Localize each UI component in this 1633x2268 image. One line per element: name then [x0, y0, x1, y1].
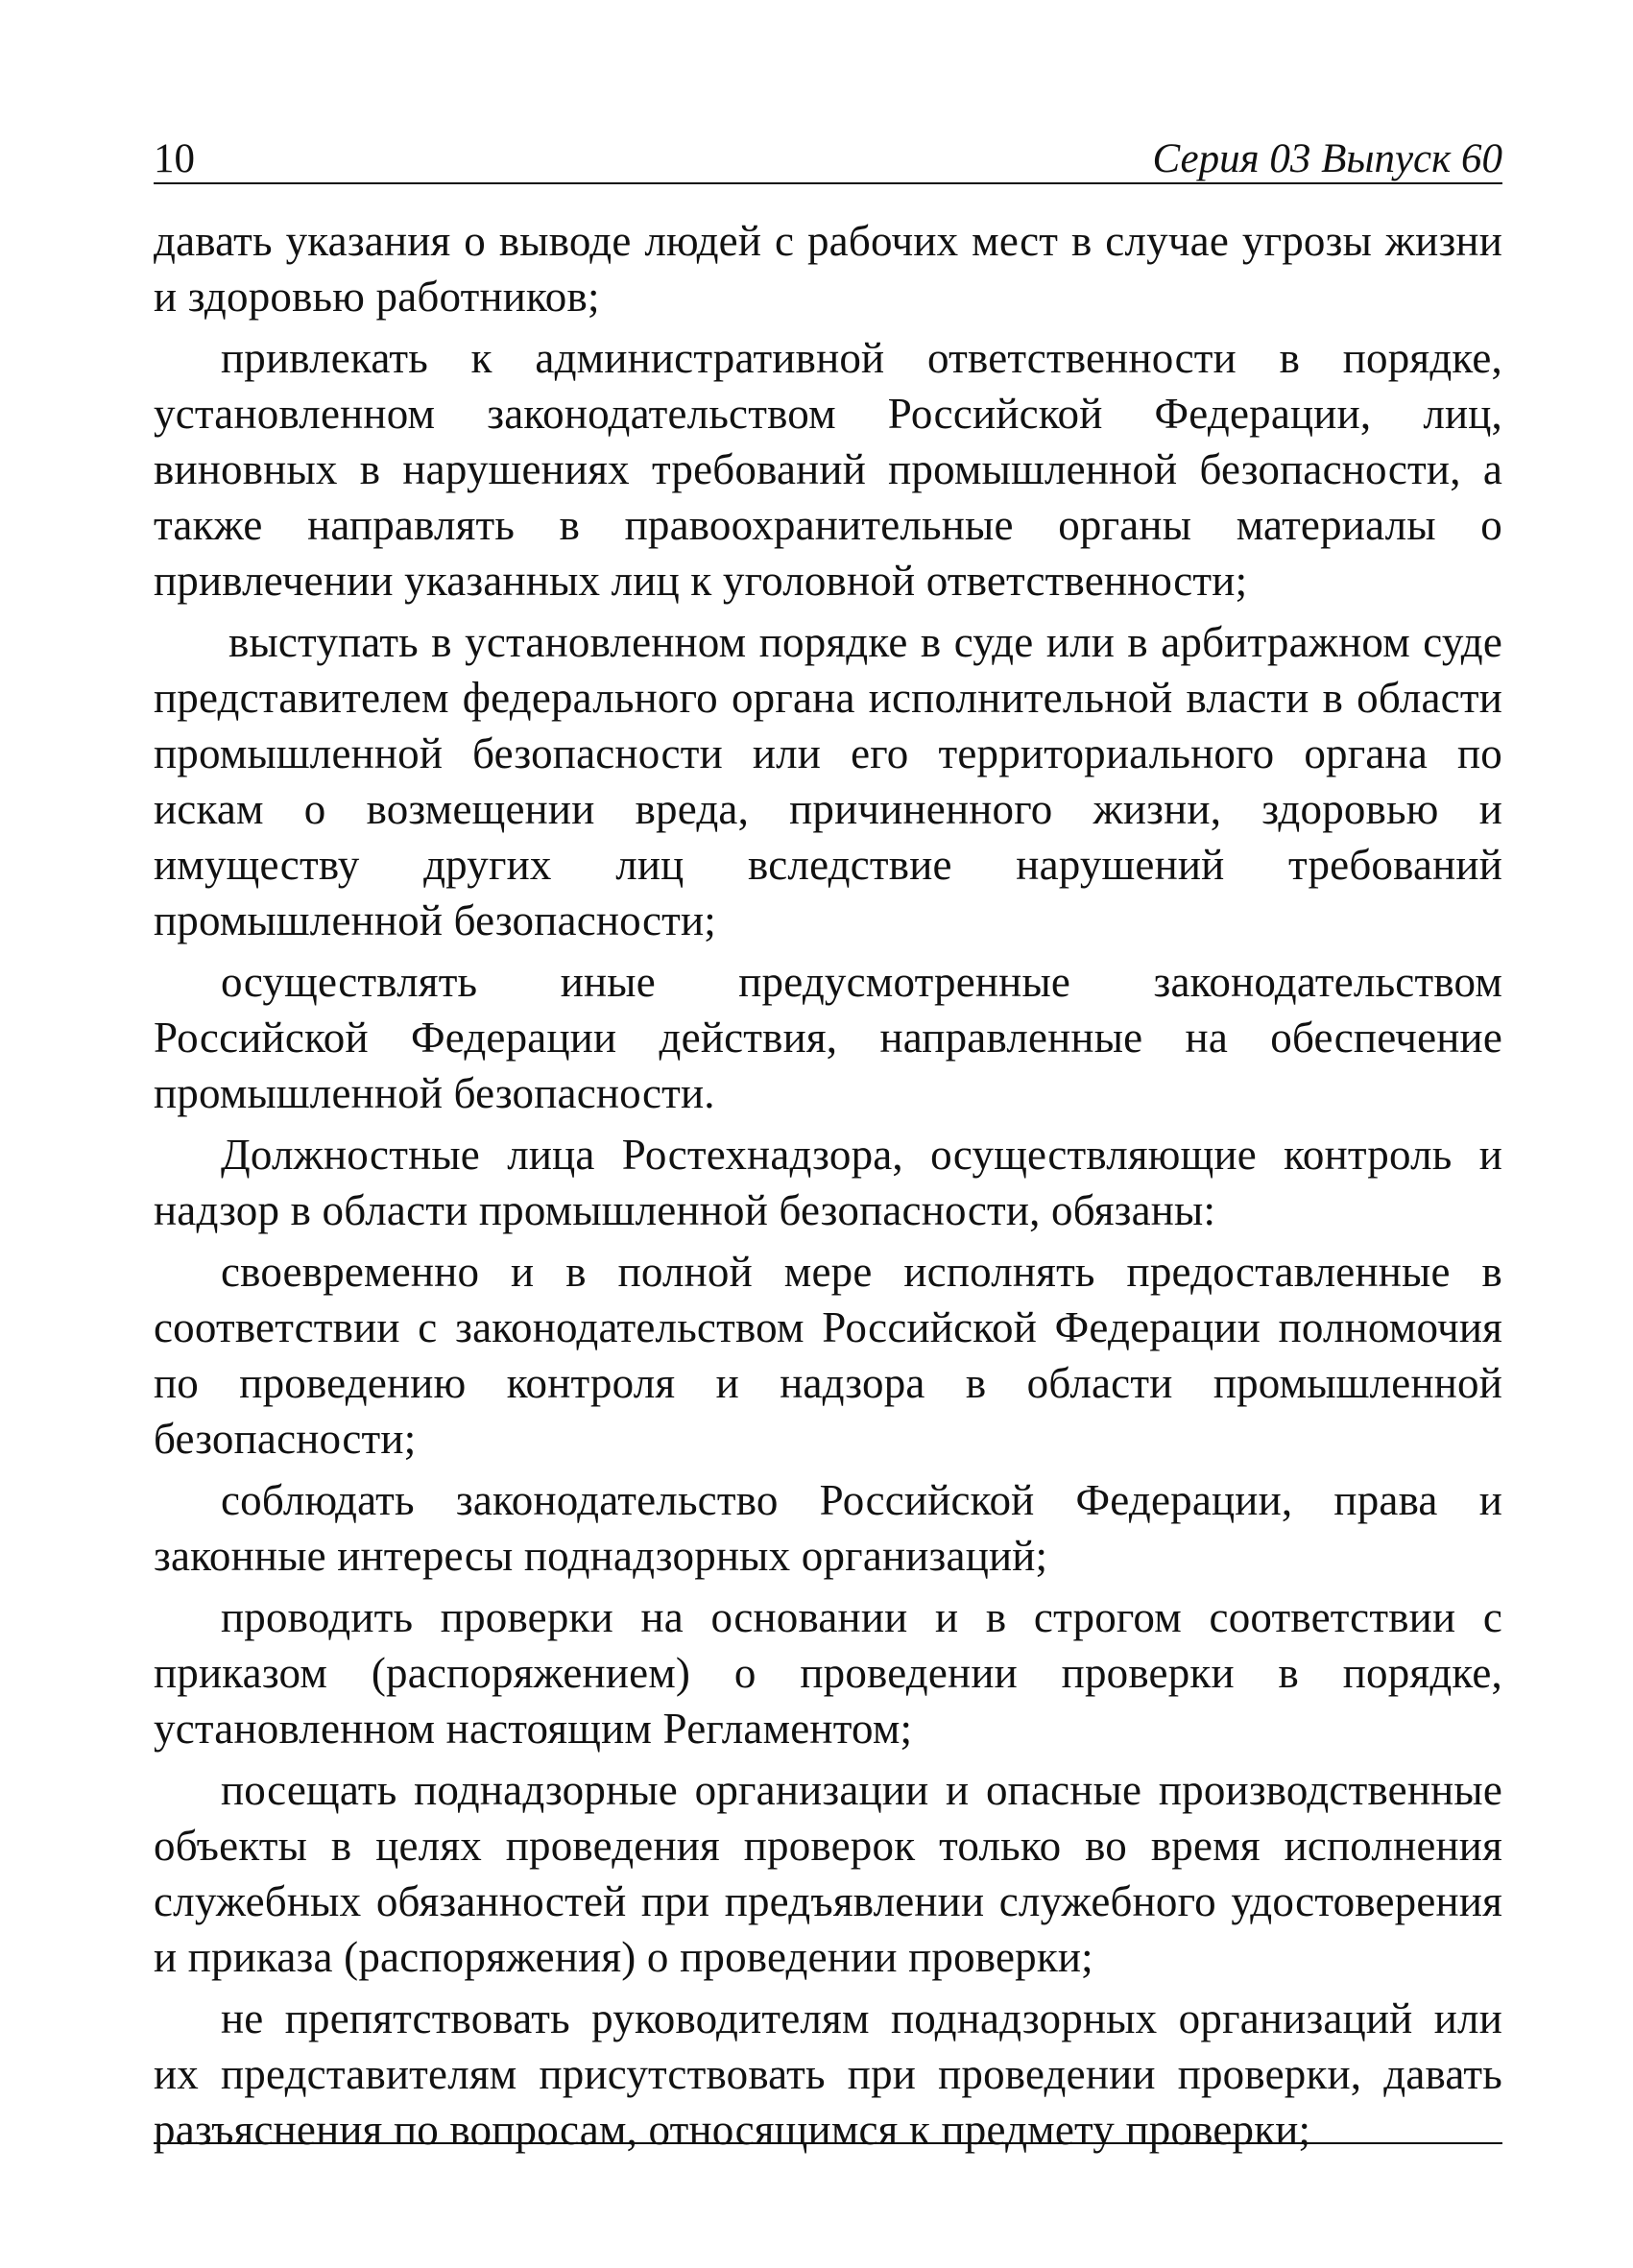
paragraph: проводить проверки на основании и в строгом соответствии с приказом (распоряжением) о проведении проверки в порядке, установленном настоящим Регламентом; [154, 1593, 1502, 1753]
paragraph: своевременно и в полной мере исполнять предоставленные в соответствии с законодательством Российской Федерации полномочия по проведению контроля и надзора в области промышленной безопасности; [154, 1248, 1502, 1463]
paragraph: давать указания о выводе людей с рабочих мест в случае угрозы жизни и здоровью работников; [154, 217, 1502, 321]
page-header [154, 136, 1502, 184]
running-head: Серия 03 Выпуск 60 [1152, 136, 1502, 181]
paragraph: Должностные лица Ростехнадзора, осуществляющие контроль и надзор в области промышленной безопасности, обязаны: [154, 1131, 1502, 1234]
paragraph: осуществлять иные предусмотренные законодательством Российской Федерации действия, направленные на обеспечение промышленной безопасности. [154, 958, 1502, 1117]
paragraph: соблюдать законодательство Российской Федерации, права и законные интересы поднадзорных организаций; [154, 1476, 1502, 1580]
paragraph: посещать поднадзорные организации и опасные производственные объекты в целях проведения проверок только во время исполнения служебных обязанностей при предъявлении служебного удостоверения и приказа (распоряжения) о проведении проверки; [154, 1766, 1502, 1981]
paragraph: не препятствовать руководителям поднадзорных организаций или их представителям присутствовать при проведении проверки, давать разъяснения по вопросам, относящимся к предмету проверки; [154, 1994, 1502, 2154]
footer-rule [154, 2142, 1502, 2144]
body-text [154, 213, 1502, 2163]
paragraph: привлекать к административной ответственности в порядке, установленном законодательством Российской Федерации, лиц, виновных в нарушениях требований промышленной безопасности, а также направлять в правоохранительные органы материалы о привлечении указанных лиц к уголовной ответственности; [154, 334, 1502, 605]
paragraph: выступать в установленном порядке в суде или в арбитражном суде представителем федерального органа исполнительной власти в области промышленной безопасности или его территориального органа по искам о возмещении вреда, причиненного жизни, здоровью и имуществу других лиц вследствие нарушений требований промышленной безопасности; [154, 618, 1502, 944]
page-number: 10 [154, 136, 195, 181]
